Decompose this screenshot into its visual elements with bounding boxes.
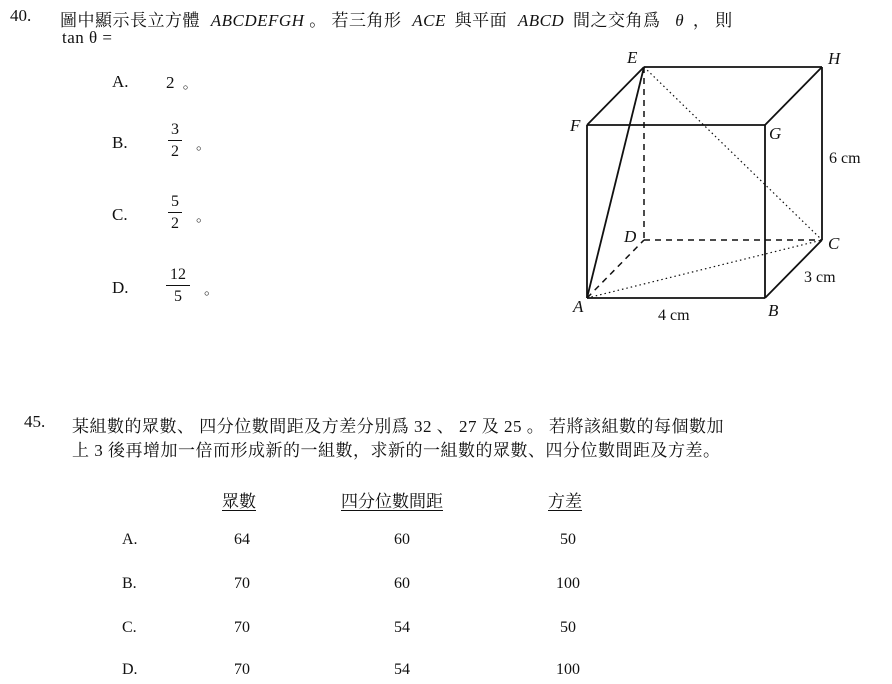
fraction-numerator: 3 bbox=[171, 121, 179, 138]
header-iqr: 四分位數間距 bbox=[341, 492, 443, 511]
q40-solid: ABCDEFGH bbox=[210, 11, 305, 30]
q40-option-d-letter: D. bbox=[112, 278, 129, 297]
edge-ae bbox=[587, 67, 644, 298]
dimension-depth: 3 cm bbox=[804, 269, 836, 286]
fraction-denominator: 2 bbox=[171, 215, 179, 232]
row-mode: 70 bbox=[234, 619, 250, 636]
question-45-line1: 某組數的眾數、 四分位數間距及方差分別爲 32 、 27 及 25 。 若將該組數的每個數加 bbox=[72, 417, 724, 436]
row-iqr: 60 bbox=[394, 531, 410, 548]
q40-text-a: 圖中顯示長立方體 bbox=[60, 11, 200, 30]
vertex-label-c: C bbox=[828, 234, 840, 253]
question-40-number: 40. bbox=[10, 6, 32, 25]
vertex-label-f: F bbox=[570, 116, 581, 135]
row-letter: B. bbox=[122, 575, 137, 592]
row-mode: 64 bbox=[234, 531, 250, 548]
header-mode: 眾數 bbox=[222, 492, 256, 511]
row-iqr: 54 bbox=[394, 619, 410, 636]
q40-option-b-mark: 。 bbox=[196, 137, 212, 153]
q40-triangle: ACE bbox=[412, 11, 446, 30]
q40-option-c-letter: C. bbox=[112, 205, 128, 224]
row-variance: 50 bbox=[560, 531, 576, 548]
vertex-label-d: D bbox=[624, 227, 637, 246]
vertex-label-e: E bbox=[627, 48, 638, 67]
q40-text-c: 與平面 bbox=[454, 11, 508, 30]
vertex-label-g: G bbox=[769, 124, 782, 143]
row-iqr: 60 bbox=[394, 575, 410, 592]
q40-option-d-mark: 。 bbox=[204, 282, 220, 298]
q40-text-e: ， 則 bbox=[692, 11, 733, 30]
dotted-line-ac bbox=[587, 240, 822, 298]
fraction-numerator: 5 bbox=[171, 193, 179, 210]
question-45-line2: 上 3 後再增加一倍而形成新的一組數，求新的一組數的眾數、四分位數間距及方差。 bbox=[72, 441, 721, 460]
row-mode: 70 bbox=[234, 661, 250, 678]
q40-option-a-mark: 。 bbox=[182, 76, 198, 92]
fraction-denominator: 5 bbox=[174, 288, 182, 305]
dimension-width: 4 cm bbox=[658, 307, 690, 324]
fraction-denominator: 2 bbox=[171, 143, 179, 160]
fraction-numerator: 12 bbox=[170, 266, 186, 283]
row-letter: C. bbox=[122, 619, 137, 636]
vertex-label-b: B bbox=[768, 301, 779, 320]
q40-option-b-letter: B. bbox=[112, 133, 128, 152]
q40-option-c-mark: 。 bbox=[196, 209, 212, 225]
vertex-label-h: H bbox=[828, 49, 841, 68]
dimension-height: 6 cm bbox=[829, 150, 861, 167]
row-variance: 100 bbox=[556, 575, 580, 592]
q40-plane: ABCD bbox=[517, 11, 565, 30]
edge-fe bbox=[587, 67, 644, 125]
header-variance: 方差 bbox=[548, 492, 582, 511]
q40-option-a-number: 2 bbox=[166, 73, 175, 92]
row-letter: D. bbox=[122, 661, 138, 678]
q40-text-b: 。 若三角形 bbox=[309, 11, 402, 30]
row-variance: 100 bbox=[556, 661, 580, 678]
row-iqr: 54 bbox=[394, 661, 410, 678]
q40-option-a-letter: A. bbox=[112, 72, 129, 91]
row-letter: A. bbox=[122, 531, 138, 548]
q40-text-d: 間之交角爲 bbox=[572, 11, 661, 30]
hidden-edge-ad bbox=[587, 240, 644, 298]
row-mode: 70 bbox=[234, 575, 250, 592]
q40-tan-theta: tan θ = bbox=[62, 28, 113, 47]
q40-theta: θ bbox=[675, 11, 685, 30]
edge-gh bbox=[765, 67, 822, 125]
row-variance: 50 bbox=[560, 619, 576, 636]
question-45-number: 45. bbox=[24, 412, 46, 431]
vertex-label-a: A bbox=[573, 297, 584, 316]
